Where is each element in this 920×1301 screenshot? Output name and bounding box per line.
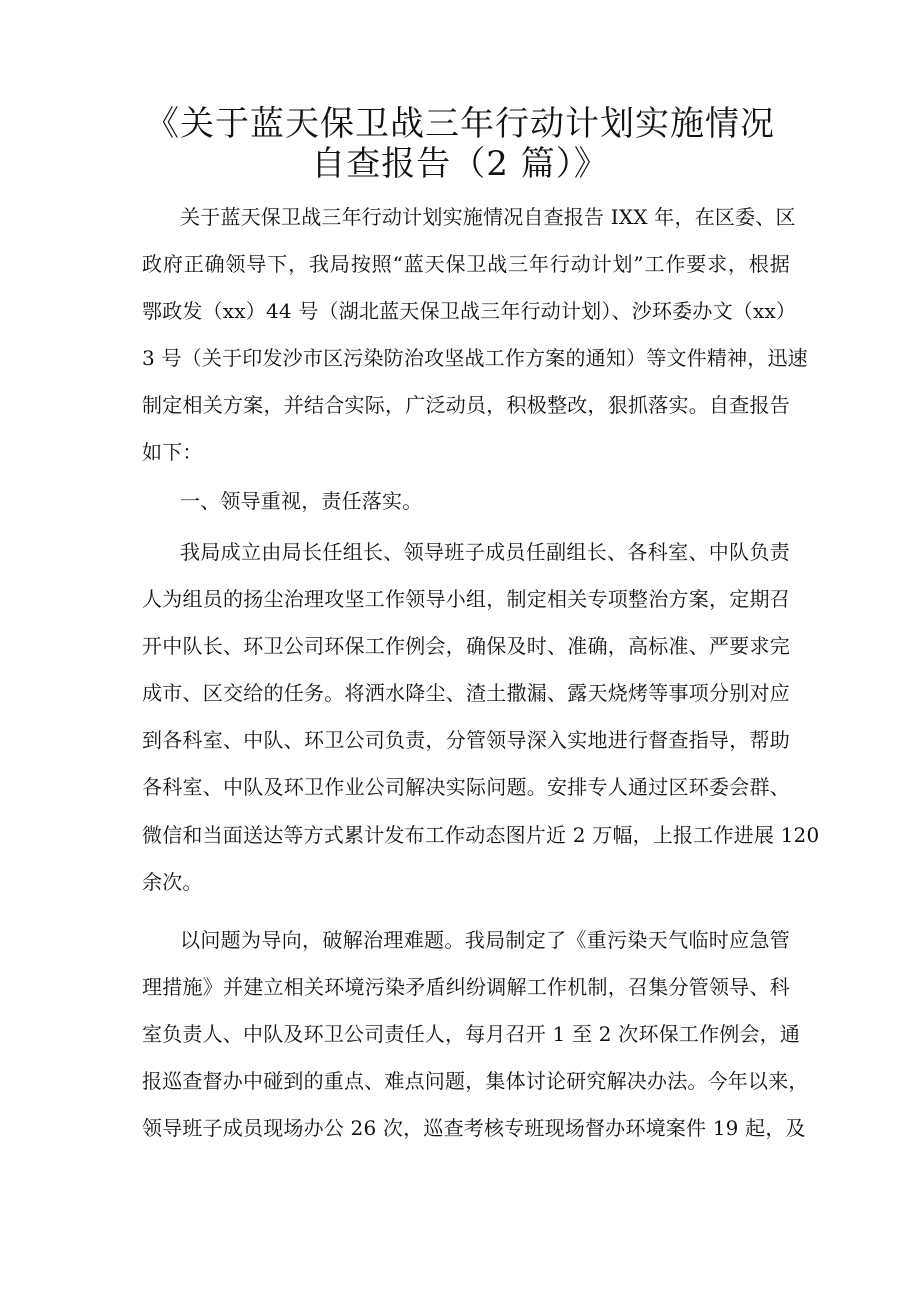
- paragraph-line: 成市、区交给的任务。将洒水降尘、渣土撒漏、露天烧烤等事项分别对应: [142, 681, 790, 705]
- paragraph-line: 3 号（关于印发沙市区污染防治攻坚战工作方案的通知）等文件精神，迅速: [142, 346, 808, 370]
- paragraph-line: 微信和当面送达等方式累计发布工作动态图片近 2 万幅，上报工作进展 120: [142, 823, 820, 847]
- paragraph-line: 开中队长、环卫公司环保工作例会，确保及时、准确，高标准、严要求完: [142, 634, 790, 658]
- document-title-line-2: 自查报告（2 篇）》: [311, 144, 609, 184]
- paragraph-line: 余次。: [142, 870, 203, 894]
- paragraph-line: 关于蓝天保卫战三年行动计划实施情况自查报告 IXX 年，在区委、区: [180, 205, 796, 229]
- paragraph-line: 我局成立由局长任组长、领导班子成员任副组长、各科室、中队负责: [180, 540, 790, 564]
- paragraph-line: 人为组员的扬尘治理攻坚工作领导小组，制定相关专项整治方案，定期召: [142, 587, 790, 611]
- paragraph-line: 理措施》并建立相关环境污染矛盾纠纷调解工作机制，召集分管领导、科: [142, 975, 790, 999]
- paragraph-line: 领导班子成员现场办公 26 次，巡查考核专班现场督办环境案件 19 起，及: [142, 1116, 806, 1140]
- document-title-line-1: 《关于蓝天保卫战三年行动计划实施情况: [145, 104, 775, 144]
- paragraph-line: 制定相关方案，并结合实际，广泛动员，积极整改，狠抓落实。自查报告: [142, 393, 790, 417]
- paragraph-line: 鄂政发（xx）44 号（湖北蓝天保卫战三年行动计划）、沙环委办文（xx）: [142, 299, 797, 323]
- paragraph-line: 如下：: [142, 440, 203, 464]
- paragraph-line: 以问题为导向，破解治理难题。我局制定了《重污染天气临时应急管: [180, 928, 790, 952]
- paragraph-line: 报巡查督办中碰到的重点、难点问题，集体讨论研究解决办法。今年以来，: [142, 1069, 809, 1093]
- section-heading: 一、领导重视，责任落实。: [180, 489, 423, 513]
- paragraph-line: 政府正确领导下，我局按照“蓝天保卫战三年行动计划”工作要求，根据: [142, 252, 790, 276]
- paragraph-line: 室负责人、中队及环卫公司责任人，每月召开 1 至 2 次环保工作例会，通: [142, 1022, 801, 1046]
- paragraph-line: 各科室、中队及环卫作业公司解决实际问题。安排专人通过区环委会群、: [142, 775, 790, 799]
- paragraph-line: 到各科室、中队、环卫公司负责，分管领导深入实地进行督查指导，帮助: [142, 728, 790, 752]
